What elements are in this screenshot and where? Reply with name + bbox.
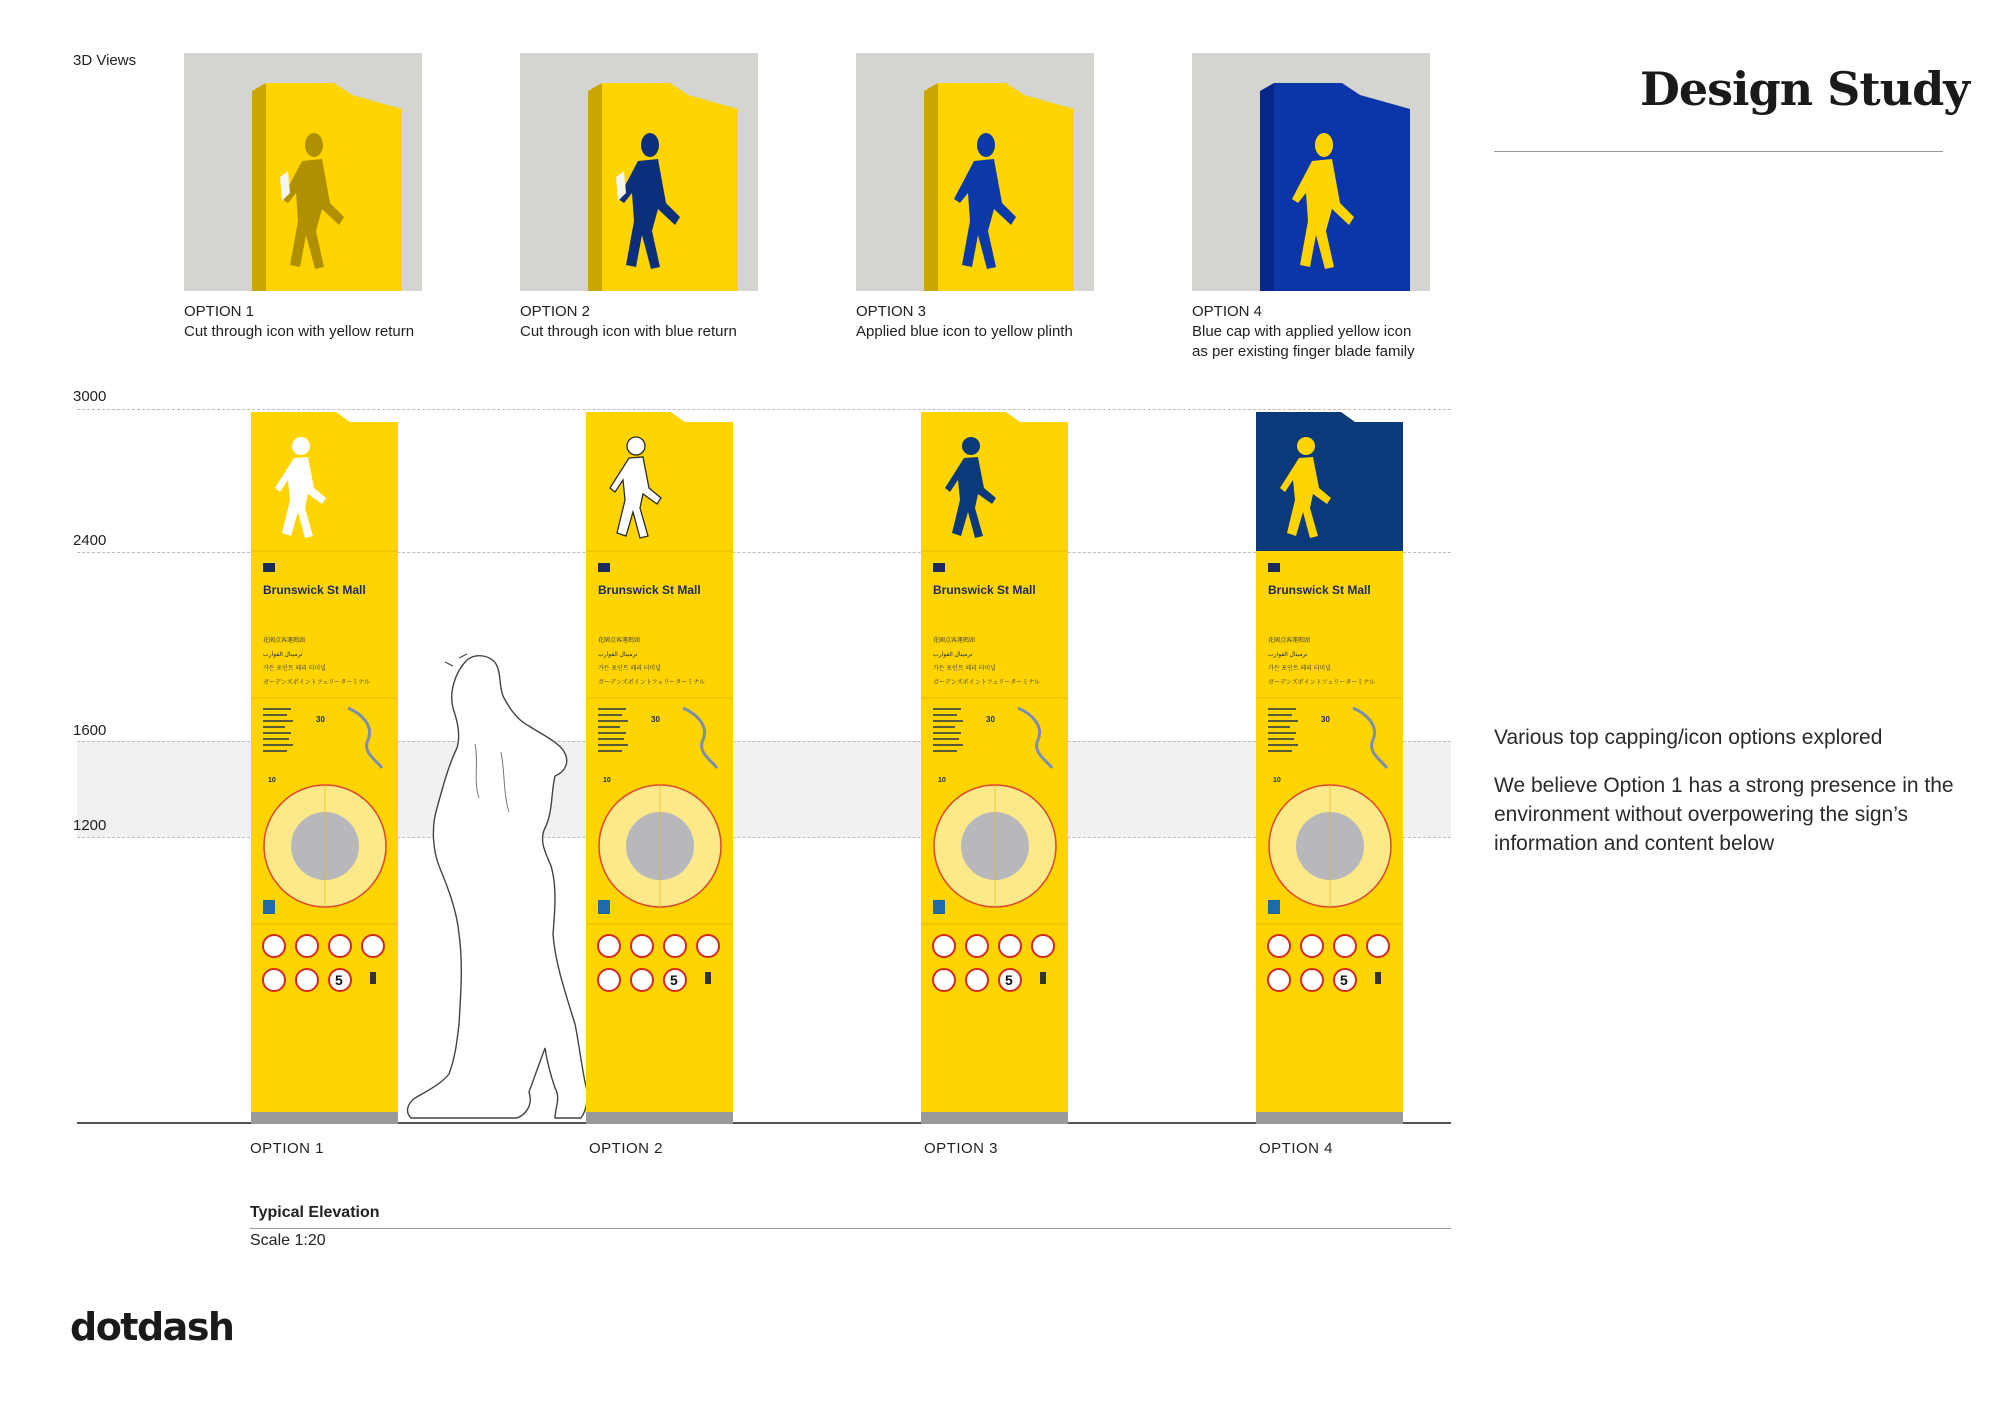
description-line-1: Various top capping/icon options explored xyxy=(1494,726,1883,749)
sign-lang-4: ガーデンズポイントフェリーターミナル xyxy=(1268,680,1375,686)
sign-lang-3: 가든 포인트 페리 터미널 xyxy=(598,666,661,672)
sign-lang-4: ガーデンズポイントフェリーターミナル xyxy=(933,680,1040,686)
view-option-3 xyxy=(856,53,1094,291)
dotdash-logo: dotdash xyxy=(70,1305,234,1349)
elevation-label-option-3: OPTION 3 xyxy=(924,1140,999,1157)
speed-limit: 5 xyxy=(335,972,343,988)
sign-name: Brunswick St Mall xyxy=(598,583,701,597)
walk-time-2: 10 xyxy=(603,777,611,784)
caption-text: Applied blue icon to yellow plinth xyxy=(856,323,1073,340)
sign-lang-3: 가든 포인트 페리 터미널 xyxy=(1268,666,1331,672)
elevation-divider xyxy=(250,1228,1451,1229)
blade-3d-option-3 xyxy=(856,53,1094,291)
caption-option-4 xyxy=(1192,302,1492,362)
blade-3d-option-4 xyxy=(1192,53,1430,291)
elevation-scale: Scale 1:20 xyxy=(250,1232,326,1249)
sign-lang-1: 花園点客運碼頭 xyxy=(933,638,976,644)
elevation-label-option-1: OPTION 1 xyxy=(250,1140,325,1157)
walk-time-2: 10 xyxy=(268,777,276,784)
sign-lang-2: ترمينال القوارب xyxy=(1268,652,1308,658)
caption-option-2 xyxy=(520,302,820,342)
sign-name: Brunswick St Mall xyxy=(263,583,366,597)
walk-time-1: 30 xyxy=(986,715,995,724)
page-title: Design Study xyxy=(1640,62,1969,116)
sign-lang-1: 花園点客運碼頭 xyxy=(1268,638,1311,644)
sign-lang-3: 가든 포인트 페리 터미널 xyxy=(933,666,996,672)
sign-lang-4: ガーデンズポイントフェリーターミナル xyxy=(598,680,705,686)
view-option-2 xyxy=(520,53,758,291)
caption-label: OPTION 1 xyxy=(184,303,255,320)
person-silhouette xyxy=(405,652,595,1124)
caption-text: Cut through icon with yellow return xyxy=(184,323,415,340)
sign-option-4 xyxy=(1255,408,1405,1125)
caption-label: OPTION 3 xyxy=(856,303,927,320)
elevation-label-option-4: OPTION 4 xyxy=(1259,1140,1334,1157)
level-label-3000: 3000 xyxy=(73,388,107,405)
walk-time-2: 10 xyxy=(1273,777,1281,784)
caption-option-1 xyxy=(184,302,484,342)
level-label-1200: 1200 xyxy=(73,817,107,834)
sign-lang-2: ترمينال القوارب xyxy=(598,652,638,658)
speed-limit: 5 xyxy=(1005,972,1013,988)
sign-lang-3: 가든 포인트 페리 터미널 xyxy=(263,666,326,672)
walk-time-1: 30 xyxy=(316,715,325,724)
sign-name: Brunswick St Mall xyxy=(1268,583,1371,597)
views-label: 3D Views xyxy=(73,52,137,69)
elevation-title: Typical Elevation xyxy=(250,1204,380,1221)
caption-label: OPTION 2 xyxy=(520,303,591,320)
caption-text-2: as per existing finger blade family xyxy=(1192,343,1415,360)
sign-lang-2: ترمينال القوارب xyxy=(933,652,973,658)
walk-time-1: 30 xyxy=(1321,715,1330,724)
sign-lang-4: ガーデンズポイントフェリーターミナル xyxy=(263,680,370,686)
walk-time-1: 30 xyxy=(651,715,660,724)
title-divider xyxy=(1494,151,1943,152)
caption-option-3 xyxy=(856,302,1156,342)
caption-text: Blue cap with applied yellow icon xyxy=(1192,323,1412,340)
description-line-2: We believe Option 1 has a strong presence in the environment without overpowering the sign’s information and content below xyxy=(1494,774,1954,855)
sign-name: Brunswick St Mall xyxy=(933,583,1036,597)
view-option-1 xyxy=(184,53,422,291)
caption-label: OPTION 4 xyxy=(1192,303,1263,320)
sign-option-2 xyxy=(585,408,735,1125)
sign-option-3 xyxy=(920,408,1070,1125)
speed-limit: 5 xyxy=(670,972,678,988)
caption-text: Cut through icon with blue return xyxy=(520,323,737,340)
elevation-label-option-2: OPTION 2 xyxy=(589,1140,664,1157)
view-option-4 xyxy=(1192,53,1430,291)
sign-lang-1: 花園点客運碼頭 xyxy=(598,638,641,644)
level-label-2400: 2400 xyxy=(73,532,107,549)
sign-lang-1: 花園点客運碼頭 xyxy=(263,638,306,644)
speed-limit: 5 xyxy=(1340,972,1348,988)
level-label-1600: 1600 xyxy=(73,722,107,739)
sign-lang-2: ترمينال القوارب xyxy=(263,652,303,658)
walk-time-2: 10 xyxy=(938,777,946,784)
sign-option-1 xyxy=(250,408,400,1125)
blade-3d-option-1 xyxy=(184,53,422,291)
blade-3d-option-2 xyxy=(520,53,758,291)
